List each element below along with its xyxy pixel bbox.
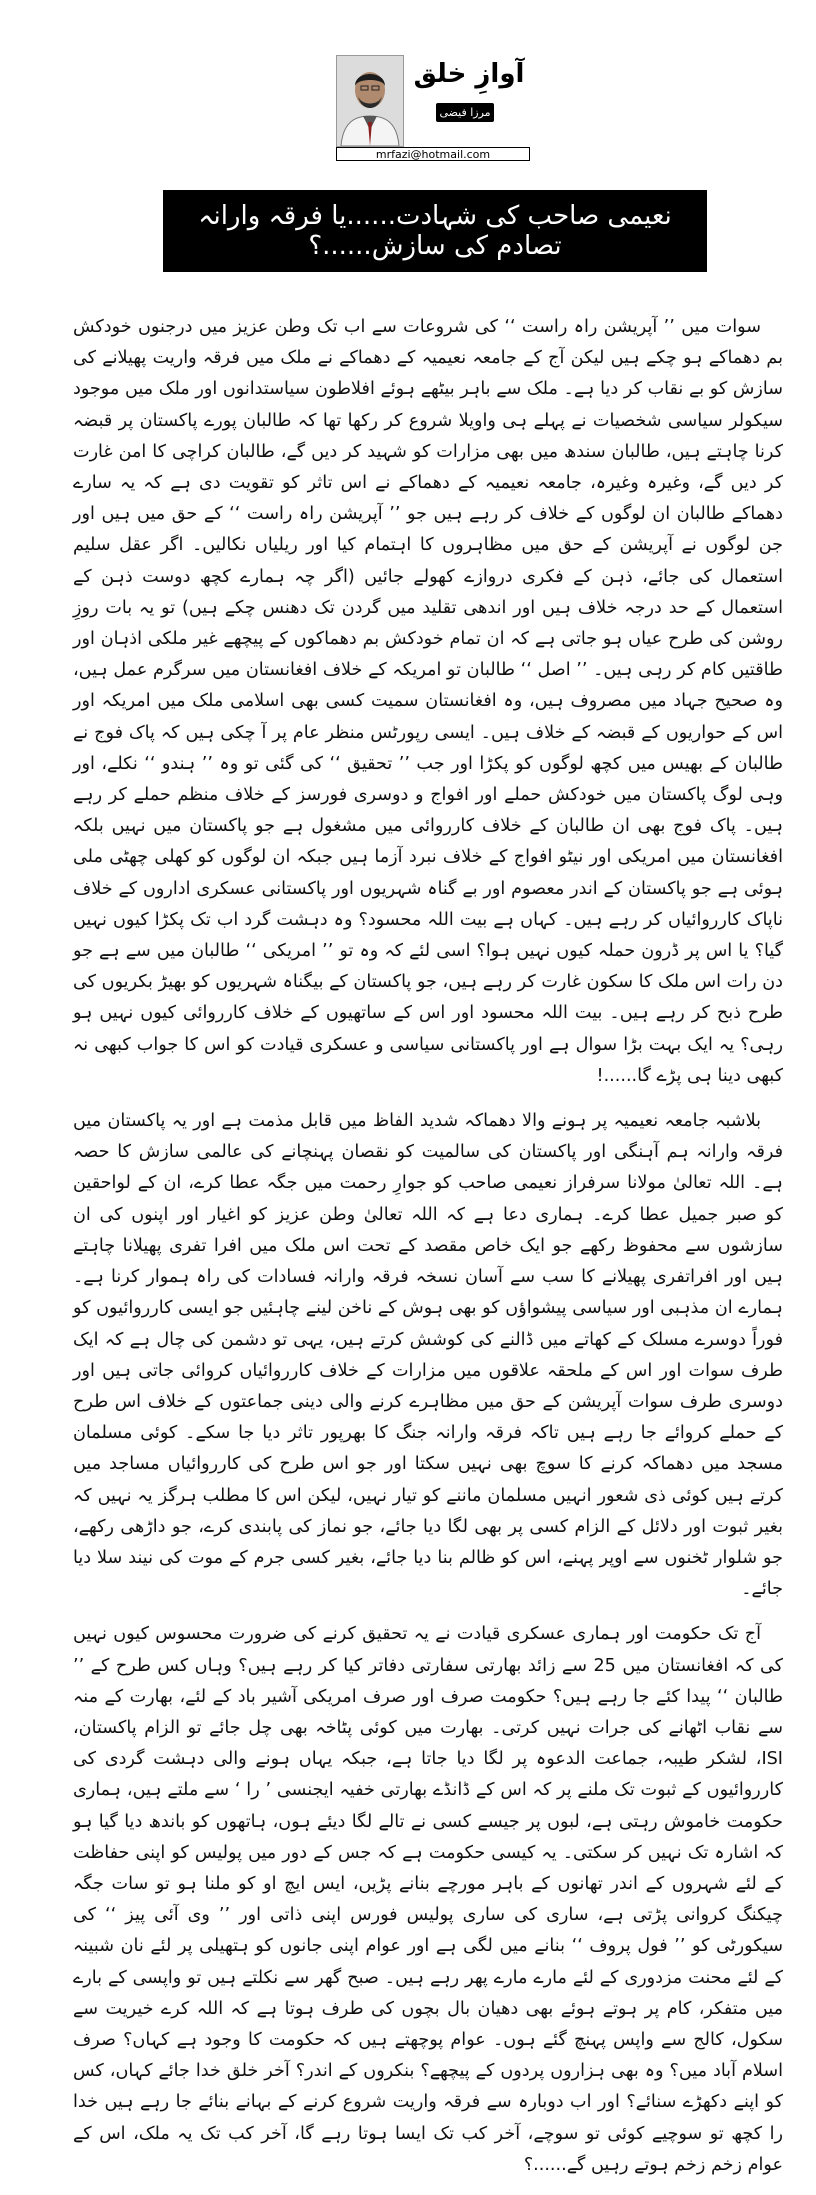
article-headline: نعیمی صاحب کی شہادت......یا فرقہ وارانہ تصادم کی سازش......؟: [163, 190, 707, 272]
author-portrait: [336, 55, 404, 147]
article-paragraph: بلاشبہ جامعہ نعیمیہ پر ہونے والا دھماکہ شدید الفاظ میں قابل مذمت ہے اور یہ پاکستان میں فرقہ وارانہ ہم آہنگی اور پاکستان کی سالمیت کو نقصان پہنچانے کی عالمی سازش کا حصہ ہے۔ اللہ تعالیٰ مولانا سرفراز نعیمی صاحب کو جوارِ رحمت میں جگہ عطا کرے، ان کے لواحقین کو صبر جمیل عطا کرے۔ ہماری دعا ہے کہ اللہ تعالیٰ وطن عزیز کو اغیار اور اپنوں کی ان سازشوں سے محفوظ رکھے جو ایک خاص مقصد کے تحت اس ملک میں افرا تفری پھیلانا چاہتے ہیں اور افراتفری پھیلانے کا سب سے آسان نسخہ فرقہ وارانہ فسادات کی راہ ہموار کرنا ہے۔ ہمارے ان مذہبی اور سیاسی پیشواؤں کو بھی ہوش کے ناخن لینے چاہئیں جو ایسی کارروائیوں کو فوراً دوسرے مسلک کے کھاتے میں ڈالنے کی کوشش کرتے ہیں، یہی تو دشمن کی چال ہے کہ ایک طرف سوات اور اس کے ملحقہ علاقوں میں مزارات کے خلاف کارروائیاں کروائی جاتی ہیں اور دوسری طرف سوات آپریشن کے حق میں مظاہرے کرنے والی دینی جماعتوں کے خلاف اس طرح کے حملے کروائے جا رہے ہیں تاکہ فرقہ وارانہ جنگ کا بھرپور تاثر دیا جا سکے۔ کوئی مسلمان مسجد میں دھماکہ کرنے کا سوچ بھی نہیں سکتا اور جو اس طرح کی کارروائیاں مساجد میں کرتے ہیں کوئی ذی شعور انہیں مسلمان ماننے کو تیار نہیں، لیکن اس کا مطلب ہرگز یہ نہیں کہ بغیر ثبوت اور دلائل کے الزام کسی پر بھی لگا دیا جائے، جو نماز کی پابندی کرے، جو داڑھی رکھے، جو شلوار ٹخنوں سے اوپر پہنے، اس کو ظالم بنا دیا جائے، بغیر کسی جرم کے موت کی نیند سلا دیا جائے۔: [73, 1111, 783, 1600]
author-portrait-image: [337, 56, 403, 146]
article-body: [73, 312, 783, 2195]
article-paragraph: سوات میں ’’ آپریشن راہ راست ‘‘ کی شروعات سے اب تک وطن عزیز میں درجنوں خودکش بم دھماکے ہو چکے ہیں لیکن آج کے جامعہ نعیمیہ کے دھماکے نے ملک میں فرقہ واریت پھیلانے کی سازش کو بے نقاب کر دیا ہے۔ ملک سے باہر بیٹھے ہوئے افلاطون سیاستدانوں اور ملک میں موجود سیکولر سیاسی شخصیات نے پہلے ہی واویلا شروع کر رکھا تھا کہ طالبان پورے پاکستان پر قبضہ کرنا چاہتے ہیں، طالبان سندھ میں بھی مزارات کو شہید کر دیں گے، طالبان کراچی کا امن غارت کر دیں گے، وغیرہ وغیرہ، جامعہ نعیمیہ کے دھماکے نے اس تاثر کو تقویت دی ہے کہ یہ سارے دھماکے طالبان ان لوگوں کے خلاف کر رہے ہیں جو ’’ آپریشن راہ راست ‘‘ کے حق میں ہیں اور جن لوگوں نے آپریشن کے حق میں مظاہروں کا اہتمام کیا اور ریلیاں نکالیں۔ اگر عقل سلیم استعمال کی جائے، ذہن کے فکری دروازے کھولے جائیں (اگر چہ ہمارے کچھ دوست ذہن کے استعمال کے حد درجہ خلاف ہیں اور اندھی تقلید میں گردن تک دھنس چکے ہیں) تو یہ بات روزِ روشن کی طرح عیاں ہو جاتی ہے کہ ان تمام خودکش بم دھماکوں کے پیچھے غیر ملکی اذہان اور طاقتیں کام کر رہی ہیں۔ ’’ اصل ‘‘ طالبان تو امریکہ کے خلاف افغانستان میں سرگرم عمل ہیں، وہ صحیح جہاد میں مصروف ہیں، وہ افغانستان سمیت کسی بھی اسلامی ملک میں امریکہ اور اس کے حواریوں کے قبضہ کے خلاف ہیں۔ ایسی رپورٹس منظر عام پر آ چکی ہیں کہ پاک فوج نے طالبان کے بھیس میں کچھ لوگوں کو پکڑا اور جب ’’ تحقیق ‘‘ کی گئی تو وہ ’’ ہندو ‘‘ نکلے، اور وہی لوگ پاکستان میں خودکش حملے اور افواج و دوسری فورسز کے خلاف منظم حملے کر رہے ہیں۔ پاک فوج بھی ان طالبان کے خلاف کارروائی میں مشغول ہے جو پاکستان میں نہیں بلکہ افغانستان میں امریکی اور نیٹو افواج کے خلاف نبرد آزما ہیں جبکہ ان لوگوں کو کھلی چھٹی ملی ہوئی ہے جو پاکستان کے اندر معصوم اور بے گناہ شہریوں اور پاکستانی عسکری اداروں کے خلاف ناپاک کارروائیاں کر رہے ہیں۔ کہاں ہے بیت اللہ محسود؟ وہ دہشت گرد اب تک پکڑا کیوں نہیں گیا؟ یا اس پر ڈرون حملہ کیوں نہیں ہوا؟ اسی لئے کہ وہ تو ’’ امریکی ‘‘ طالبان میں سے ہے جو دن رات اس ملک کا سکون غارت کر رہے ہیں، جو پاکستان کے بیگناہ شہریوں کو بھیڑ بکریوں کی طرح ذبح کر رہے ہیں۔ بیت اللہ محسود اور اس کے ساتھیوں کے خلاف کارروائی کیوں نہیں ہو رہی؟ یہ ایک بہت بڑا سوال ہے اور پاکستانی سیاسی و عسکری قیادت کو اس کا جواب کبھی نہ کبھی دینا ہی پڑے گا......!: [73, 317, 783, 1086]
column-masthead: [336, 55, 530, 161]
author-email[interactable]: mrfazi@hotmail.com: [336, 147, 530, 161]
column-name: آوازِ خلق: [413, 59, 525, 89]
article-paragraph: آج تک حکومت اور ہماری عسکری قیادت نے یہ تحقیق کرنے کی ضرورت محسوس کیوں نہیں کی کہ افغانستان میں 25 سے زائد بھارتی سفارتی دفاتر کیا کر رہے ہیں؟ وہاں کس طرح کے ’’ طالبان ‘‘ پیدا کئے جا رہے ہیں؟ حکومت صرف اور صرف امریکی آشیر باد کے لئے، بھارت کے منہ سے نقاب اٹھانے کی جرات نہیں کرتی۔ بھارت میں کوئی پٹاخہ بھی چل جائے تو الزام پاکستان، ISI، لشکر طیبہ، جماعت الدعوہ پر لگا دیا جاتا ہے، جبکہ یہاں ہونے والی دہشت گردی کی کارروائیوں کے ثبوت تک ملنے پر کہ اس کے ڈانڈے بھارتی خفیہ ایجنسی ’ را ‘ سے ملتے ہیں، ہماری حکومت خاموش رہتی ہے، لبوں پر جیسے کسی نے تالے لگا دیئے ہوں، ہاتھوں کو باندھ دیا گیا ہو کہ اشارہ تک نہیں کر سکتی۔ یہ کیسی حکومت ہے کہ جس کے دور میں پولیس کو اپنی حفاظت کے لئے شہروں کے اندر تھانوں کے باہر مورچے بنانے پڑیں، ایس ایچ او کو ملنا ہو تو سات جگہ چیکنگ کروانی پڑتی ہے، ساری کی ساری پولیس فورس اپنی ذاتی اور ’’ وی آئی پیز ‘‘ کی سیکورٹی کو ’’ فول پروف ‘‘ بنانے میں لگی ہے اور عوام اپنی جانوں کو ہتھیلی پر لئے نان شبینہ کے لئے محنت مزدوری کے لئے مارے مارے پھر رہے ہیں۔ صبح گھر سے نکلتے ہیں تو واپسی کے بارے میں متفکر، کام پر ہوتے ہوئے بھی دھیان بال بچوں کی طرف ہوتا ہے کہ اللہ کرے خیریت سے سکول، کالج سے واپس پہنچ گئے ہوں۔ عوام پوچھتے ہیں کہ حکومت کا وجود ہے کہاں؟ صرف اسلام آباد میں؟ وہ بھی ہزاروں پردوں کے پیچھے؟ بنکروں کے اندر؟ آخر خلق خدا جائے کہاں، کس کو اپنے دکھڑے سنائے؟ اور اب دوبارہ سے فرقہ واریت شروع کرنے کے بہانے بنائے جا رہے ہیں خدا را کچھ تو سوچیے کوئی تو سوچے، آخر کب تک ایسا ہوتا رہے گا، آخر کب تک یہ ملک، اس کے عوام زخم زخم ہوتے رہیں گے......؟: [73, 1624, 783, 2175]
author-name: مرزا فیضی: [436, 103, 494, 122]
